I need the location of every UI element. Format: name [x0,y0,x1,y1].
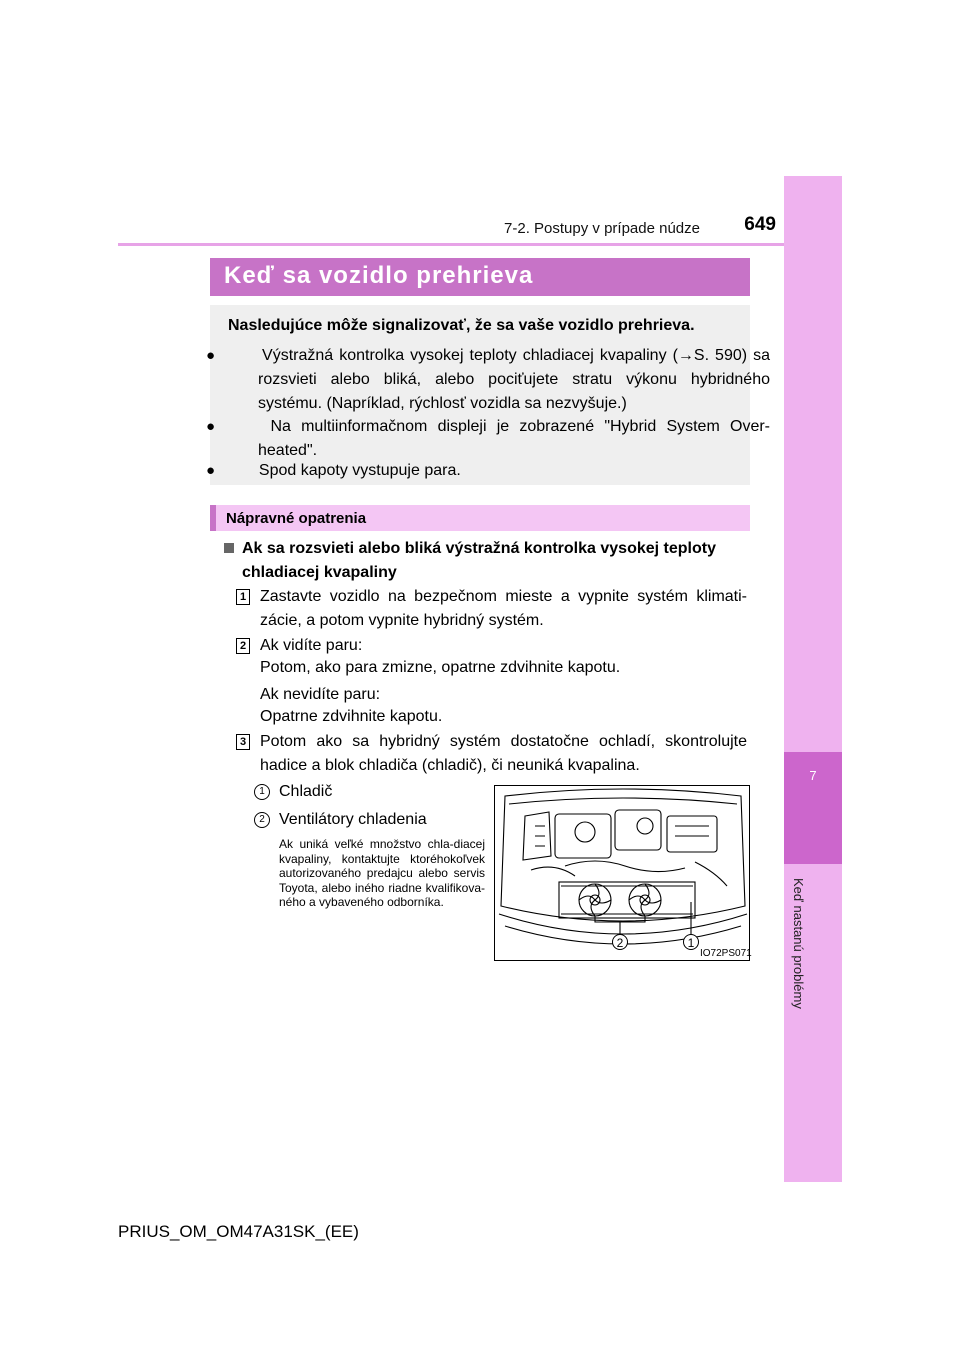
header-divider [118,243,784,246]
engine-bay-figure [494,785,750,961]
step-number-3: 3 [236,734,250,750]
square-bullet-icon [224,543,234,553]
step-2-text-d: Opatrne zdvihnite kapotu. [260,708,443,725]
callout-1-label: 1 [687,936,695,950]
step-2-text-c: Ak nevidíte paru: [260,686,381,703]
leak-note: Ak uniká veľké množstvo chla-diacej kvapaliny, kontaktujte ktoréhokoľvek autorizovaného predajcu alebo servis Toyota, alebo iného riadne kvalifikova-ného a vybaveného odborníka. [279,837,485,909]
step-3-text: Potom ako sa hybridný systém dostatočne ochladí, skontrolujte hadice a blok chladiča (chladič), či neuniká kvapalina. [260,733,747,774]
bullet-dot-icon: ● [206,462,216,479]
step-2-text-a: Ak vidíte paru: [260,637,363,654]
step-number-1: 1 [236,589,250,605]
chapter-number: 7 [809,768,817,783]
figure-code: IO72PS071 [700,948,752,959]
page-number: 649 [744,214,776,235]
info-bullet-3: ● Spod kapoty vystupuje para. [232,459,770,483]
page-title: Keď sa vozidlo prehrieva [224,262,534,289]
callout-2-label: 2 [616,936,624,950]
chapter-title: Keď nastanú problémy [791,878,806,1009]
info-bullet-1: ● Výstražná kontrolka vysokej teploty chladiacej kvapaliny (→S. 590) sa rozsvieti alebo bliká, alebo pociťujete stratu výkonu hybridného systému. (Napríklad, rýchlosť vozidla sa nezvyšuje.) [232,344,770,416]
document-footer: PRIUS_OM_OM47A31SK_(EE) [118,1222,359,1241]
section-header: 7-2. Postupy v prípade núdze [504,220,700,237]
legend-label-1: Chladič [279,783,333,800]
legend-number-1: 1 [254,784,270,800]
info-bullet-2: ● Na multiinformačnom displeji je zobrazené "Hybrid System Over-heated". [232,415,770,463]
step-number-2: 2 [236,638,250,654]
step-1-text: Zastavte vozidlo na bezpečnom mieste a vypnite systém klimati-zácie, a potom vypnite hybridný systém. [260,588,747,629]
subsection-title: Nápravné opatrenia [226,510,367,527]
procedure-heading: Ak sa rozsvieti alebo bliká výstražná kontrolka vysokej teploty chladiacej kvapaliny [242,540,716,581]
engine-bay-illustration [495,786,750,961]
bullet-dot-icon: ● [206,347,216,364]
info-heading: Nasledujúce môže signalizovať, že sa vaše vozidlo prehrieva. [228,317,695,334]
legend-number-2: 2 [254,812,270,828]
legend-label-2: Ventilátory chladenia [279,811,427,828]
bullet-dot-icon: ● [206,418,216,435]
step-2-text-b: Potom, ako para zmizne, opatrne zdvihnite kapotu. [260,659,621,676]
